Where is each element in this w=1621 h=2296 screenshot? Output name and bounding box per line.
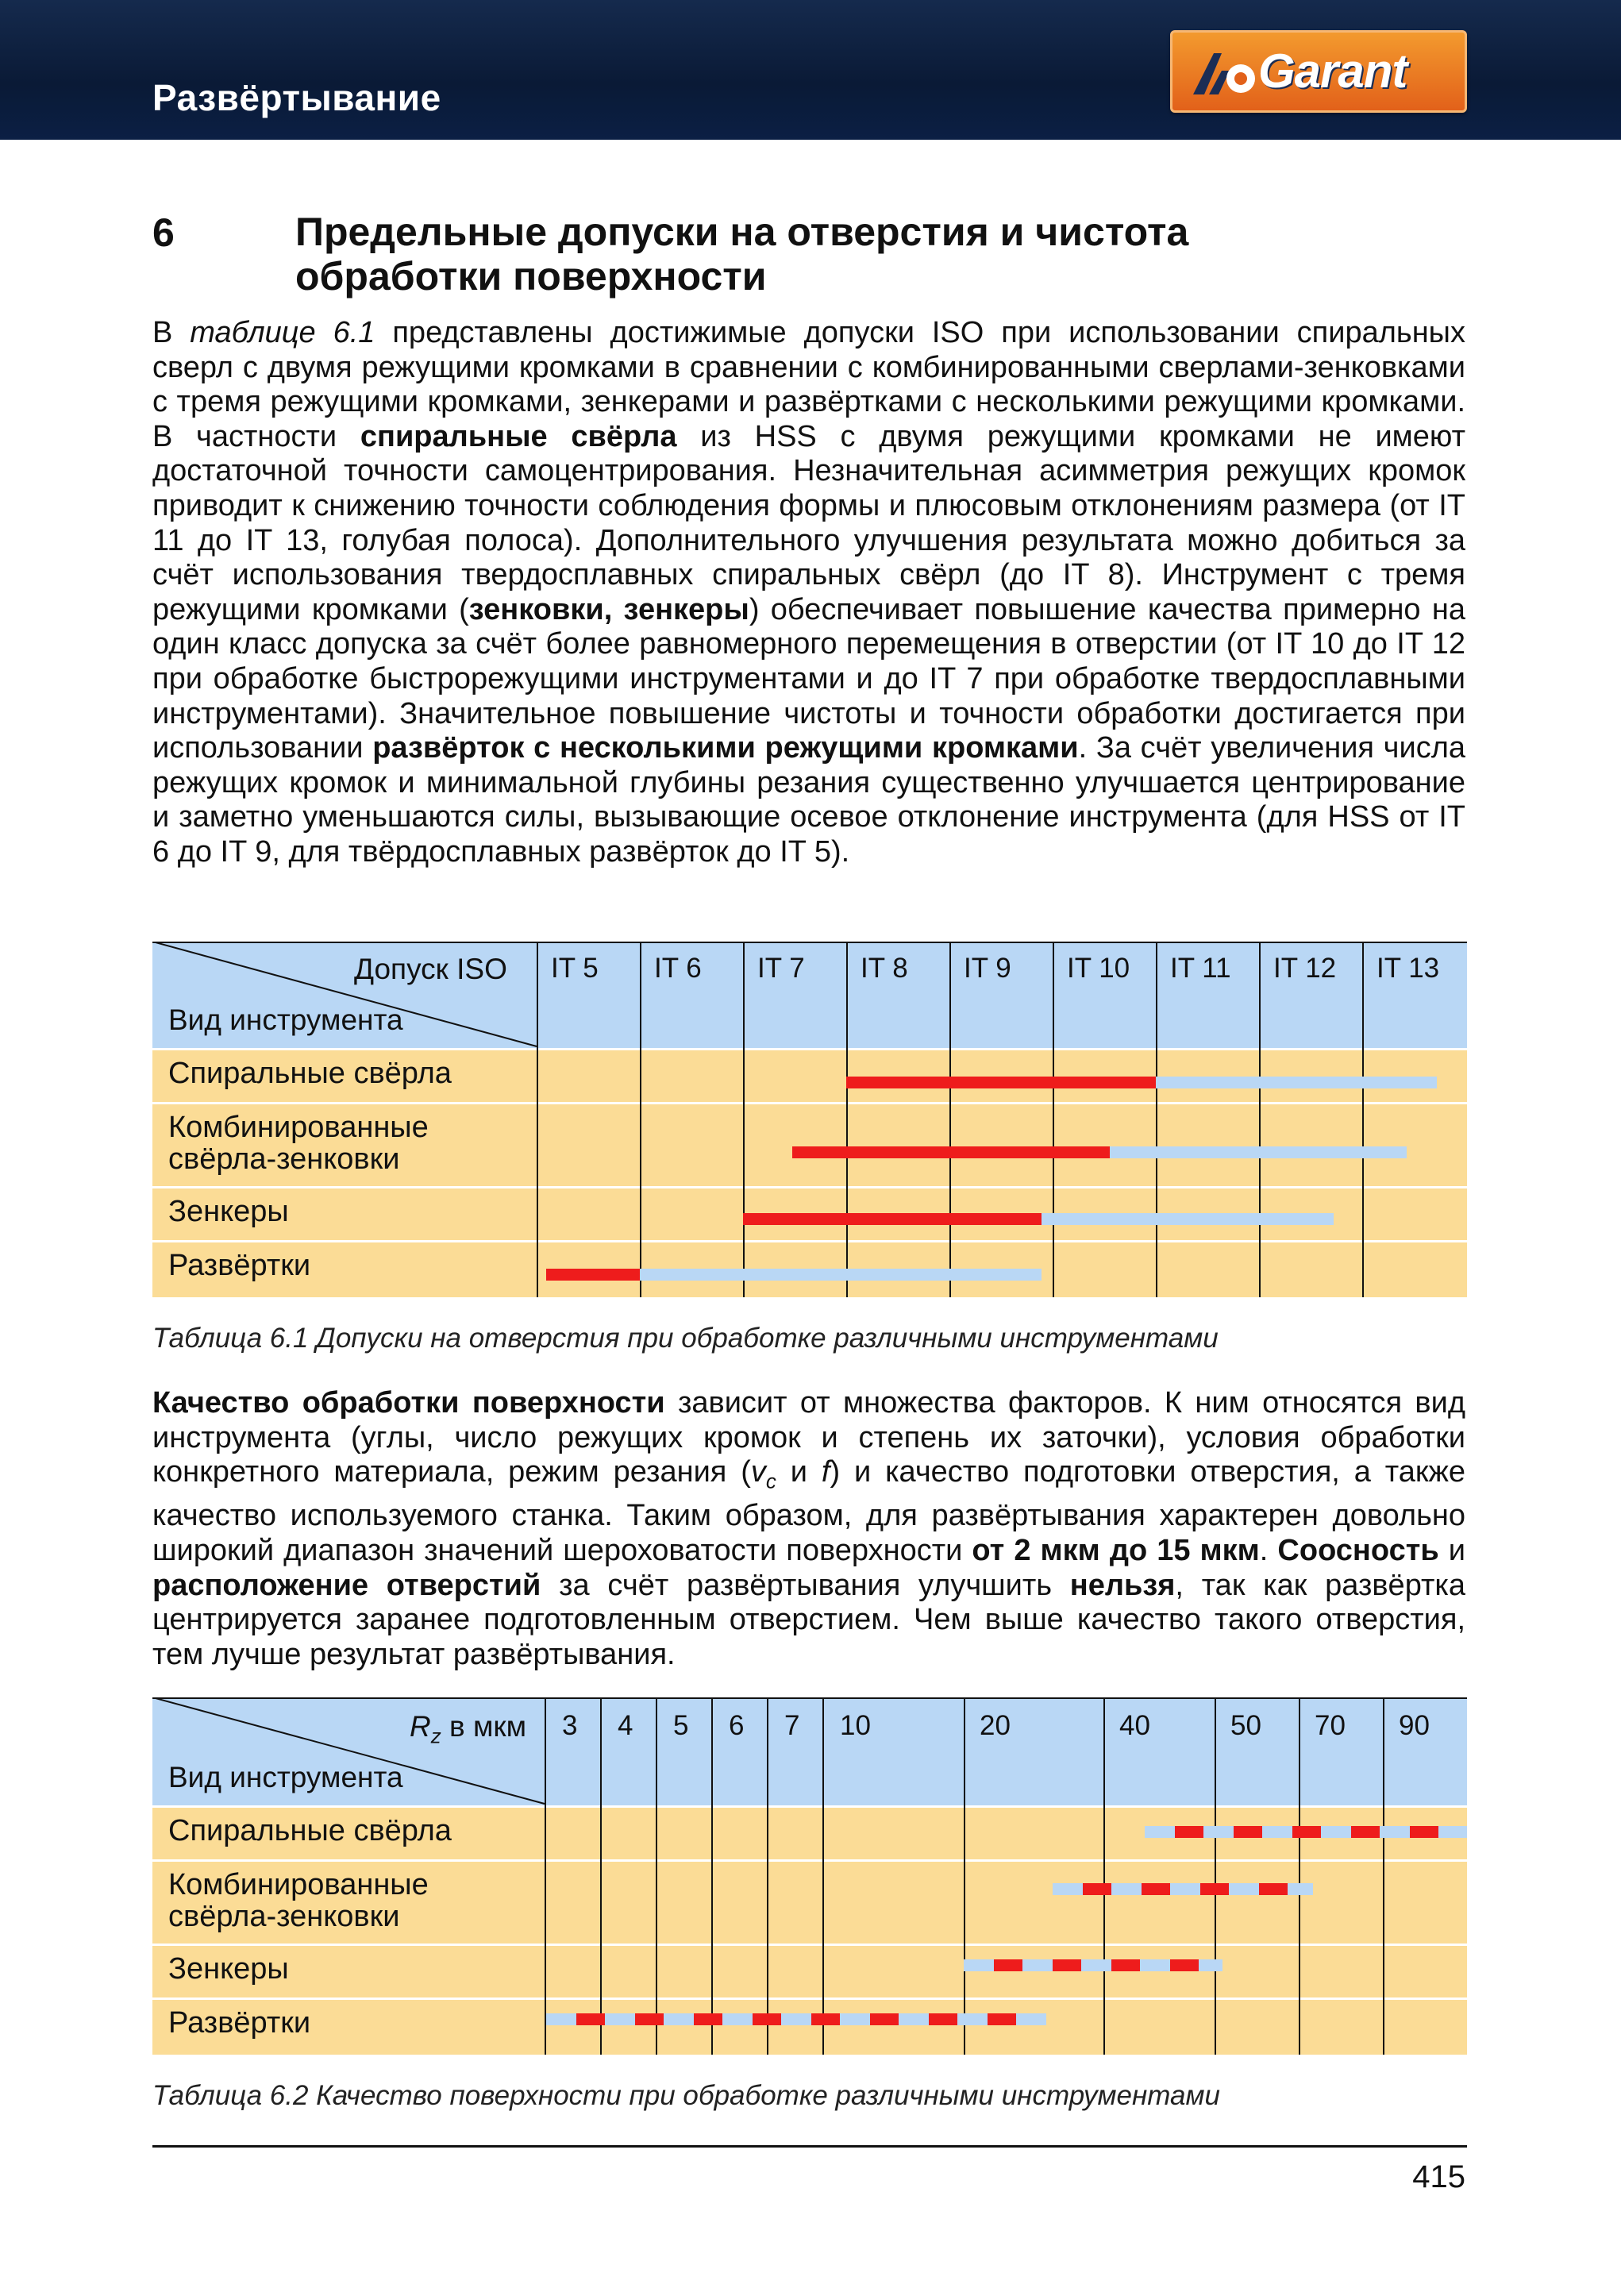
column-divider [1299,1697,1300,2055]
symbol-r: R [410,1710,431,1743]
row-label: Развёртки [168,1249,311,1282]
column-divider [964,1697,965,2055]
unit-label: в мкм [441,1710,527,1743]
intro-paragraph [152,316,1465,870]
corner-label-tool: Вид инструмента [168,1004,403,1036]
table2-caption: Таблица 6.2 Качество поверхности при обработке различными инструментами [152,2080,1220,2111]
bold-term: Соосность [1277,1533,1439,1567]
bold-term: развёрток с несколькими режущими кромками [372,731,1079,765]
column-header: 6 [729,1710,745,1741]
page-number: 415 [1412,2159,1465,2194]
section-title-line2: обработки поверхности [295,254,767,299]
column-header: IT 13 [1377,953,1440,984]
range-bar-dashed [1145,1826,1467,1838]
row-label: Развёртки [168,2006,311,2040]
bold-term: расположение отверстий [152,1568,541,1602]
column-header: 40 [1119,1710,1150,1741]
row-label-line: свёрла-зенковки [168,1142,400,1176]
row-label-line: Комбинированные [168,1868,429,1901]
text-run: ) и качество подготовки отверстия, а также качество используемого станка. Таким образом, для развёртывания характерен довольно широкий диапазон значений шероховатости поверхности [152,1455,1466,1567]
column-divider [743,942,745,1297]
column-header: 4 [618,1710,633,1741]
column-divider [1215,1697,1216,2055]
column-header: IT 7 [757,953,805,984]
bold-term: нельзя [1069,1568,1176,1602]
corner-label-rz [410,1710,526,1748]
row-label-line: свёрла-зенковки [168,1900,400,1933]
symbol-subscript: z [430,1724,441,1748]
column-header: IT 12 [1273,953,1337,984]
range-bar-blue [1156,1077,1437,1088]
range-bar-blue [640,1269,1042,1281]
footer-rule [152,2145,1467,2148]
row-label: Спиральные свёрла [168,1814,452,1847]
text-run: В [152,316,191,349]
column-header: 50 [1230,1710,1261,1741]
garant-logo-mark-icon [1190,47,1258,99]
row-divider [152,1186,1467,1188]
column-header: 7 [784,1710,800,1741]
chapter-title: Развёртывание [152,77,441,118]
section-title [295,210,1486,299]
column-divider [822,1697,824,2055]
column-header: IT 8 [861,953,908,984]
bold-term: Качество обработки поверхности [152,1386,665,1420]
bold-term: от 2 мкм до 15 мкм [972,1533,1260,1567]
row-divider [152,1102,1467,1104]
range-bar-blue [1110,1146,1407,1158]
range-bar-red [743,1213,1042,1225]
column-divider [1156,942,1157,1297]
section-title-line1: Предельные допуски на отверстия и чистота [295,210,1189,254]
row-divider [152,1240,1467,1242]
garant-logo [1170,30,1467,113]
symbol-subscript: c [765,1469,776,1493]
range-bar-dashed [1053,1883,1313,1895]
column-divider [949,942,951,1297]
range-bar-red [846,1077,1156,1088]
column-header: 20 [980,1710,1011,1741]
column-header: IT 5 [551,953,599,984]
table-reference: таблице 6.1 [190,316,375,349]
row-label [168,1869,429,1932]
row-label-line: Комбинированные [168,1111,429,1144]
column-divider [1259,942,1261,1297]
column-divider [600,1697,602,2055]
row-divider [152,1944,1467,1946]
column-header: 10 [840,1710,871,1741]
tolerance-table [152,942,1467,1297]
column-divider [711,1697,713,2055]
range-bar-dashed [964,1959,1222,1971]
surface-quality-paragraph [152,1386,1465,1672]
row-label: Зенкеры [168,1952,289,1986]
text-run: , так как развёртка центрируется заранее подготовленным отверстием. Чем выше качество такого отверстия, тем лучше результат развёртывания. [152,1568,1465,1671]
row-label: Зенкеры [168,1195,289,1228]
logo-text: Garant [1258,44,1407,98]
column-divider [1053,942,1054,1297]
column-divider [545,1697,546,2055]
text-run: зависит от множества факторов. К ним относятся вид инструмента (углы, число режущих кромок и степень их заточки), условия обработки конкретного материала, режим резания ( [152,1386,1465,1489]
corner-label-tolerance: Допуск ISO [354,953,507,985]
column-header: 5 [673,1710,689,1741]
column-divider [1362,942,1364,1297]
symbol-v: v [750,1455,766,1489]
column-divider [537,942,538,1297]
corner-label-tool: Вид инструмента [168,1761,403,1793]
bold-term: зенковки, зенкеры [468,592,749,626]
text-run: ) обеспечивает повышение качества примерно на один класс допуска за счёт более равномерного перемещения в отверстии (от IT 10 до IT 12 при обработке быстрорежущими инструментами и до IT 7 при обработке твердосплавными инструментами). Значительное повышение чистоты и точности обработки достигается при использовании [152,592,1465,765]
column-divider [656,1697,657,2055]
column-header: 3 [562,1710,578,1741]
column-divider [1103,1697,1105,2055]
text-run: и [1438,1533,1465,1567]
column-header: 90 [1399,1710,1430,1741]
text-run: из HSS с двумя режущими кромками не имеют достаточной точности самоцентрирования. Незначительная асимметрия режущих кромок приводит к снижению точности соблюдения формы и плюсовым отклонениям размера (от IT 11 до IT 13, голубая полоса). Дополнительного улучшения результата можно добиться за счёт использования твердосплавных спиральных свёрл (до IT 8). Инструмент с тремя режущими кромками ( [152,419,1466,626]
row-label: Спиральные свёрла [168,1057,452,1090]
section-number: 6 [152,210,175,255]
text-run: . За счёт увеличения числа режущих кромок и минимальной глубины резания существенно улучшается центрирование и заметно уменьшаются силы, вызывающие осевое отклонение инструмента (для HSS от IT 6 до IT 9, для твёрдосплавных развёрток до IT 5). [152,731,1466,869]
column-divider [1383,1697,1384,2055]
range-bar-blue [1042,1213,1334,1225]
text-run: и [776,1455,822,1489]
column-header: 70 [1315,1710,1346,1741]
page-header [0,0,1621,140]
surface-quality-table [152,1697,1467,2055]
range-bar-red [546,1269,640,1281]
table1-caption: Таблица 6.1 Допуски на отверстия при обработке различными инструментами [152,1323,1219,1354]
column-divider [640,942,641,1297]
row-divider [152,1859,1467,1862]
row-label [168,1111,429,1175]
text-run: за счёт развёртывания улучшить [541,1568,1070,1602]
column-header: IT 9 [964,953,1011,984]
range-bar-red [792,1146,1110,1158]
bold-term: спиральные свёрла [360,419,677,453]
row-divider [152,1997,1467,2000]
column-divider [846,942,848,1297]
row-divider [152,1805,1467,1808]
column-header: IT 6 [654,953,702,984]
column-divider [767,1697,768,2055]
text-run: . [1259,1533,1278,1567]
symbol-f: f [821,1455,830,1489]
column-header: IT 10 [1067,953,1130,984]
column-header: IT 11 [1170,953,1231,984]
text-run: представлены достижимые допуски ISO при использовании спиральных сверл с двумя режущими кромками в сравнении с комбинированными сверлами-зенковками с тремя режущими кромками, зенкерами и развёртками с несколькими режущими кромками. В частности [152,316,1465,453]
range-bar-dashed [546,2013,1046,2025]
row-divider [152,1048,1467,1050]
